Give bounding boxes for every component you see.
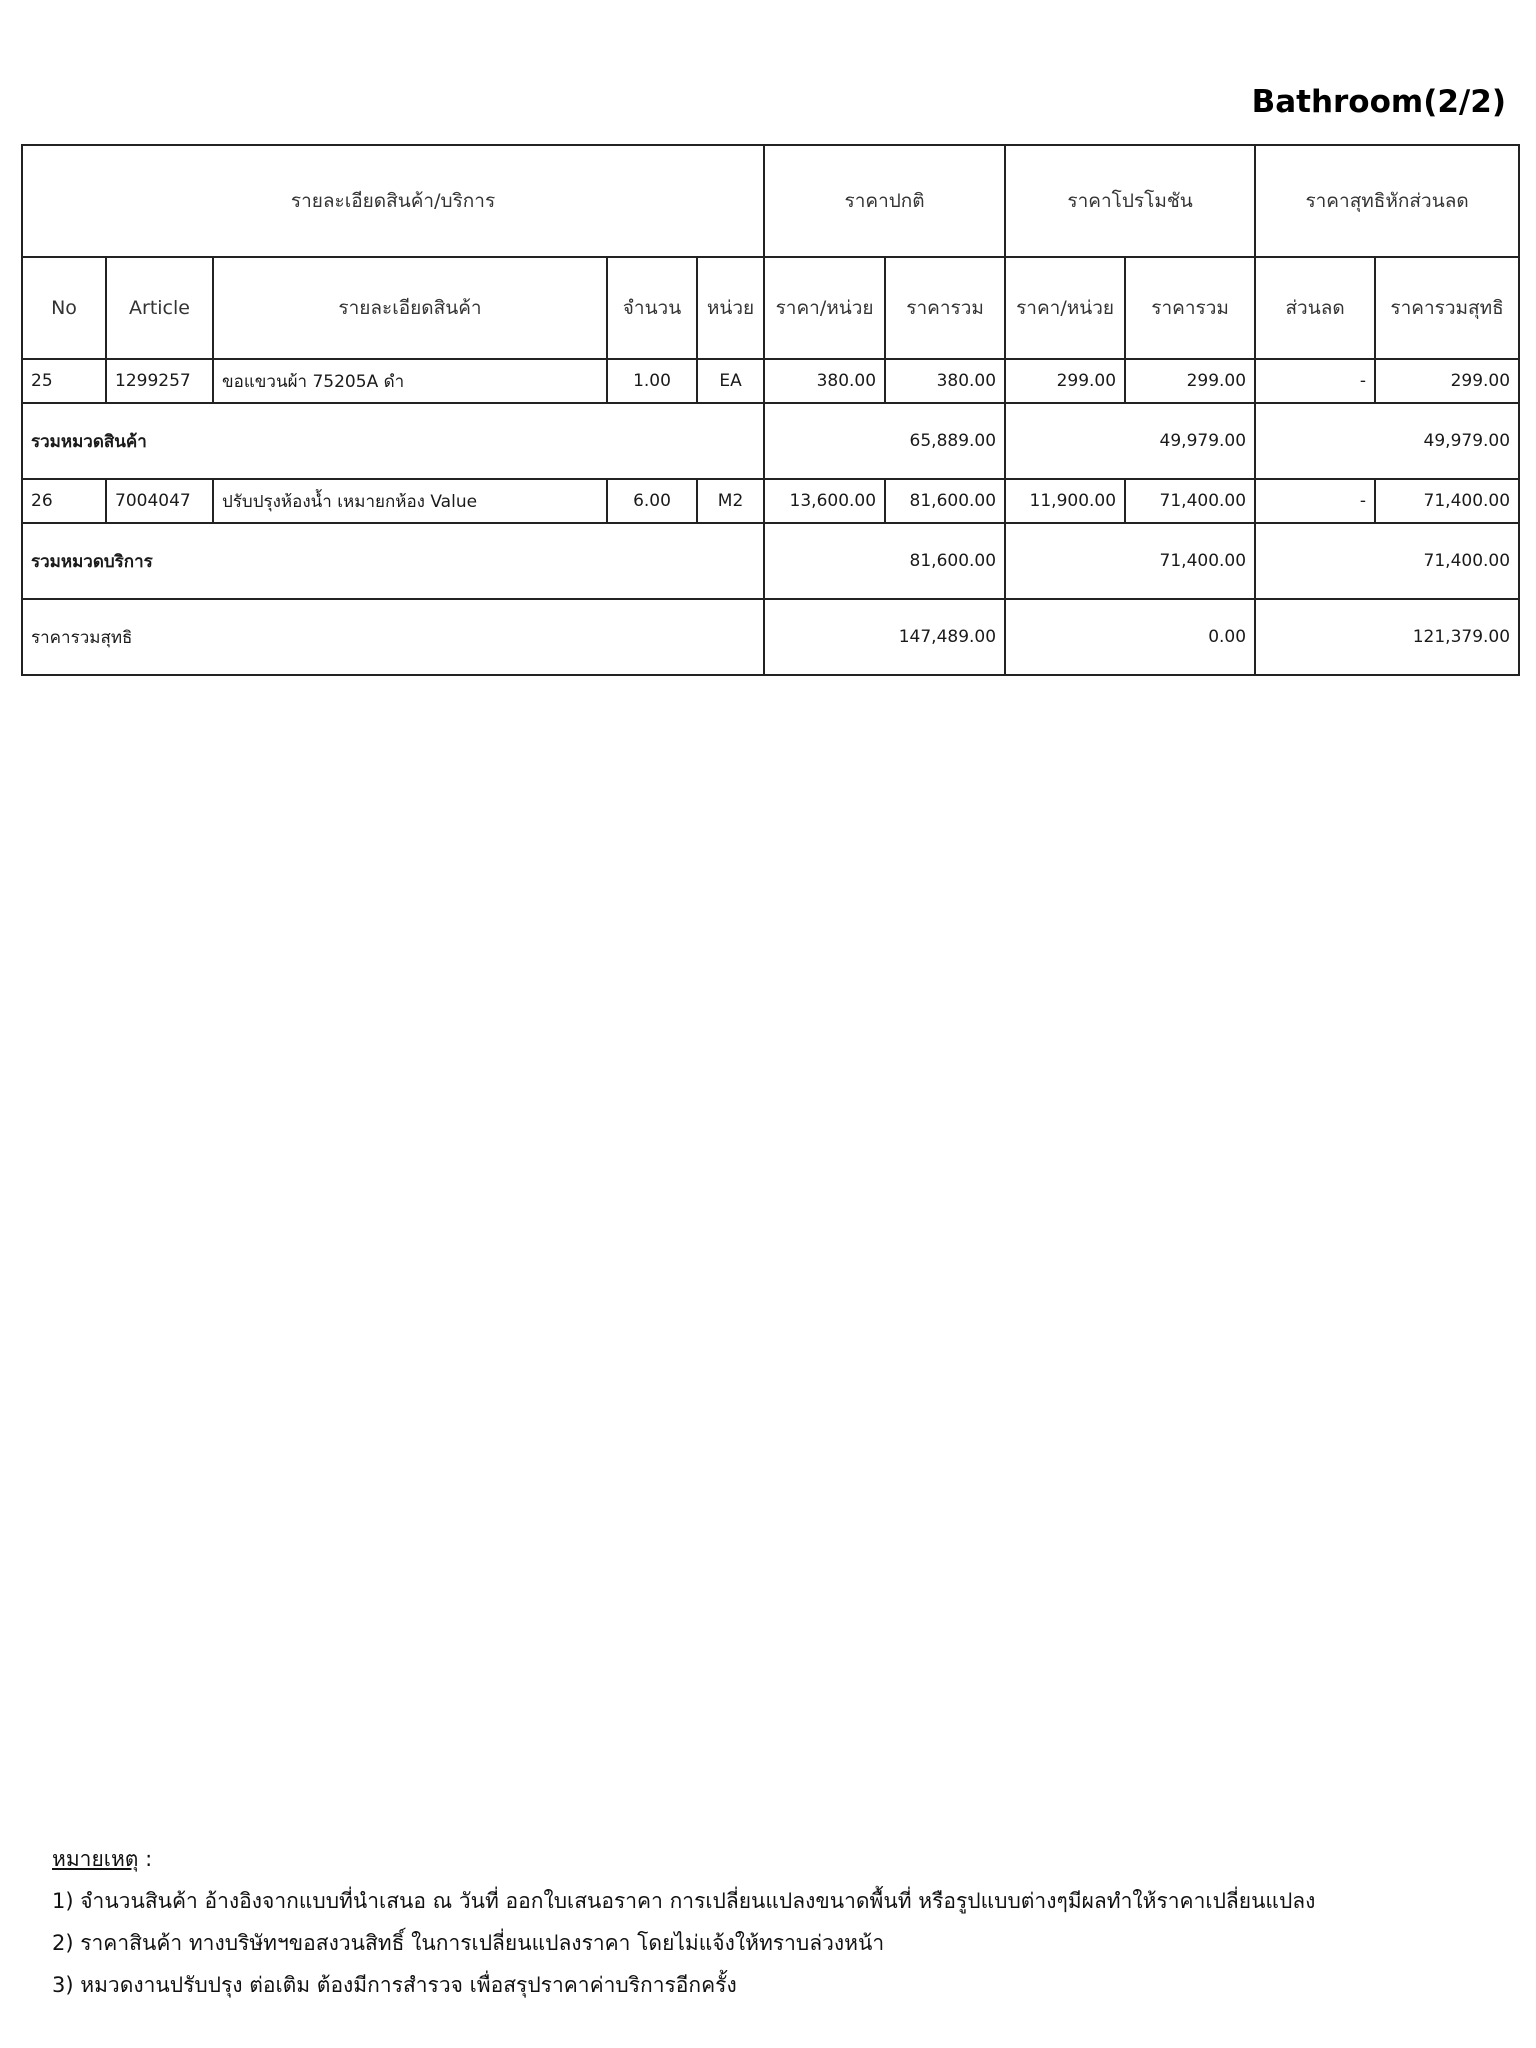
col-header-no: No	[22, 257, 106, 359]
cell-desc: ปรับปรุงห้องน้ำ เหมายกห้อง Value	[213, 479, 607, 523]
group-header-details: รายละเอียดสินค้า/บริการ	[22, 145, 764, 257]
cell-qty: 1.00	[607, 359, 697, 403]
cell-article: 7004047	[106, 479, 213, 523]
cell-reg-total: 81,600.00	[885, 479, 1005, 523]
note-item: 3) หมวดงานปรับปรุง ต่อเติม ต้องมีการสำรวจ เพื่อสรุปราคาค่าบริการอีกครั้ง	[52, 1973, 737, 1997]
col-header-desc: รายละเอียดสินค้า	[213, 257, 607, 359]
notes-section	[52, 1838, 1315, 2006]
page-title: Bathroom(2/2)	[1251, 84, 1506, 120]
subtotal-services-promo: 71,400.00	[1005, 523, 1255, 599]
subtotal-products-label: รวมหมวดสินค้า	[22, 403, 764, 479]
subtotal-services-net: 71,400.00	[1255, 523, 1519, 599]
group-header-row	[22, 145, 1519, 257]
cell-unit: M2	[697, 479, 764, 523]
notes-heading-colon: :	[138, 1847, 153, 1871]
cell-no: 25	[22, 359, 106, 403]
quotation-table	[21, 144, 1520, 676]
subtotal-services-regular: 81,600.00	[764, 523, 1005, 599]
cell-no: 26	[22, 479, 106, 523]
grand-total-row	[22, 599, 1519, 675]
cell-promo-total: 71,400.00	[1125, 479, 1255, 523]
col-header-promo-total: ราคารวม	[1125, 257, 1255, 359]
cell-qty: 6.00	[607, 479, 697, 523]
cell-net-total: 71,400.00	[1375, 479, 1519, 523]
column-header-row	[22, 257, 1519, 359]
subtotal-products-net: 49,979.00	[1255, 403, 1519, 479]
grand-total-label: ราคารวมสุทธิ	[22, 599, 764, 675]
cell-unit: EA	[697, 359, 764, 403]
cell-net-total: 299.00	[1375, 359, 1519, 403]
cell-promo-unit: 299.00	[1005, 359, 1125, 403]
grand-total-regular: 147,489.00	[764, 599, 1005, 675]
subtotal-services-label: รวมหมวดบริการ	[22, 523, 764, 599]
note-item: 1) จำนวนสินค้า อ้างอิงจากแบบที่นำเสนอ ณ วันที่ ออกใบเสนอราคา การเปลี่ยนแปลงขนาดพื้นที่ หรือรูปแบบต่างๆมีผลทำให้ราคาเปลี่ยนแปลง	[52, 1889, 1316, 1913]
table-row	[22, 359, 1519, 403]
cell-reg-unit: 380.00	[764, 359, 885, 403]
col-header-unit: หน่วย	[697, 257, 764, 359]
table-row	[22, 479, 1519, 523]
col-header-article: Article	[106, 257, 213, 359]
group-header-net: ราคาสุทธิหักส่วนลด	[1255, 145, 1519, 257]
subtotal-products-promo: 49,979.00	[1005, 403, 1255, 479]
notes-heading: หมายเหตุ	[52, 1847, 139, 1871]
grand-total-net: 121,379.00	[1255, 599, 1519, 675]
cell-reg-total: 380.00	[885, 359, 1005, 403]
notes-heading-line	[52, 1838, 1315, 1880]
group-header-regular: ราคาปกติ	[764, 145, 1005, 257]
group-header-promo: ราคาโปรโมชัน	[1005, 145, 1255, 257]
cell-article: 1299257	[106, 359, 213, 403]
col-header-promo-unit: ราคา/หน่วย	[1005, 257, 1125, 359]
col-header-reg-total: ราคารวม	[885, 257, 1005, 359]
cell-desc: ขอแขวนผ้า 75205A ดำ	[213, 359, 607, 403]
cell-reg-unit: 13,600.00	[764, 479, 885, 523]
subtotal-products-regular: 65,889.00	[764, 403, 1005, 479]
cell-promo-total: 299.00	[1125, 359, 1255, 403]
cell-discount: -	[1255, 479, 1375, 523]
col-header-net-total: ราคารวมสุทธิ	[1375, 257, 1519, 359]
note-item: 2) ราคาสินค้า ทางบริษัทฯขอสงวนสิทธิ์ ในการเปลี่ยนแปลงราคา โดยไม่แจ้งให้ทราบล่วงหน้า	[52, 1931, 885, 1955]
subtotal-services-row	[22, 523, 1519, 599]
col-header-discount: ส่วนลด	[1255, 257, 1375, 359]
cell-promo-unit: 11,900.00	[1005, 479, 1125, 523]
col-header-qty: จำนวน	[607, 257, 697, 359]
grand-total-promo: 0.00	[1005, 599, 1255, 675]
col-header-reg-unit: ราคา/หน่วย	[764, 257, 885, 359]
subtotal-products-row	[22, 403, 1519, 479]
cell-discount: -	[1255, 359, 1375, 403]
